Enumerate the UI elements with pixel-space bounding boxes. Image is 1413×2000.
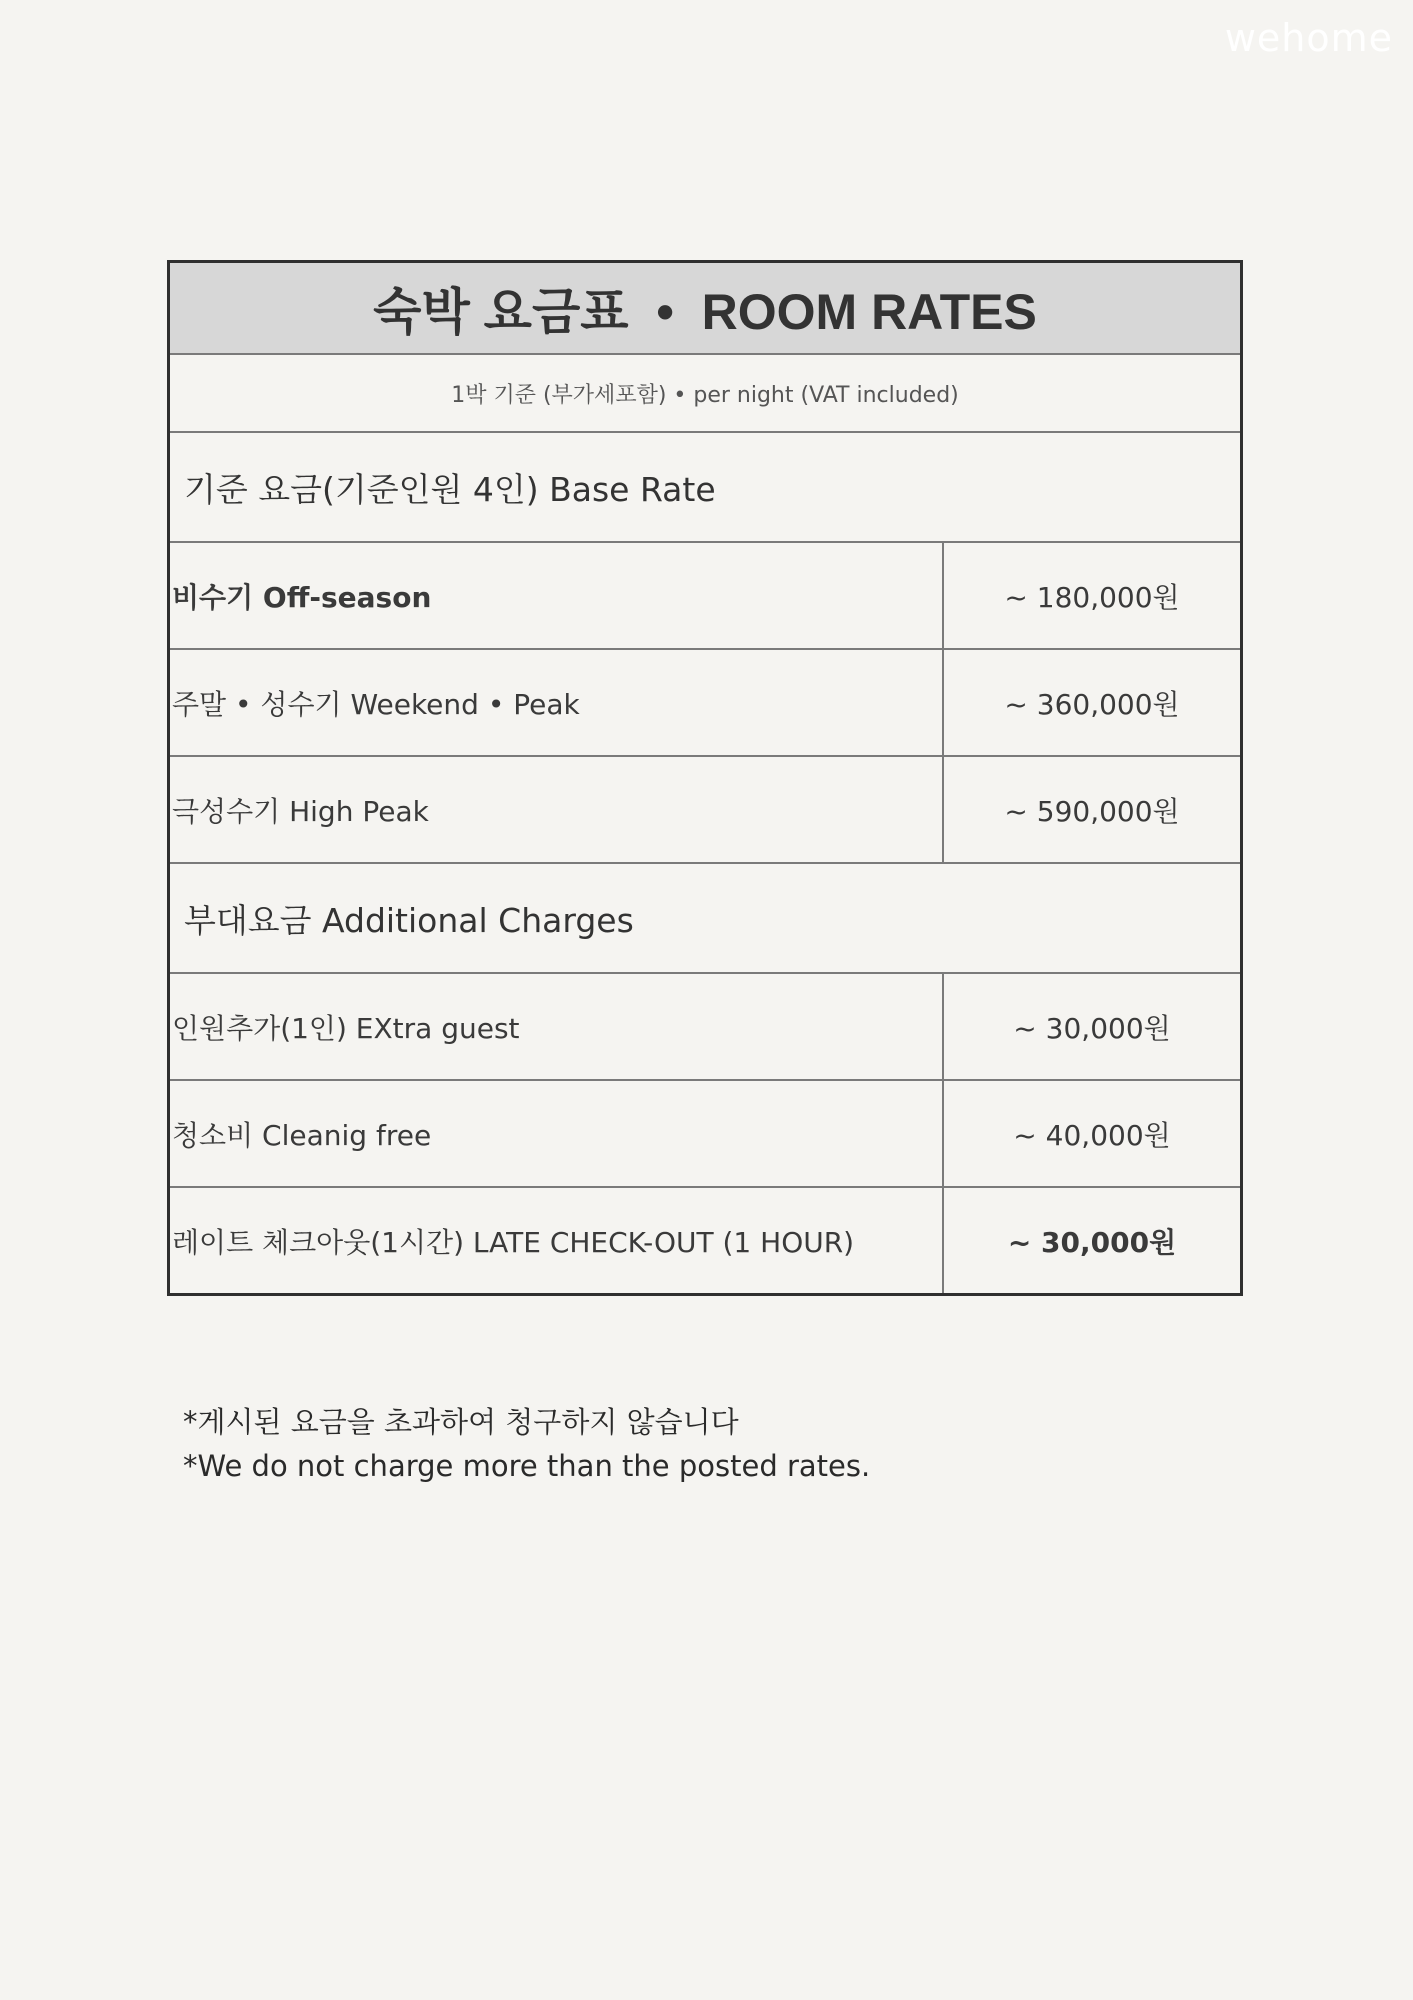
footnotes xyxy=(183,1400,870,1488)
table-row xyxy=(170,1188,1240,1293)
table-row xyxy=(170,974,1240,1081)
section-header-base-rate: 기준 요금(기준인원 4인) Base Rate xyxy=(170,433,1240,543)
rate-price: ~ 30,000원 xyxy=(1007,1225,1177,1259)
rate-price: ~ 30,000원 xyxy=(1013,1011,1171,1045)
footnote-english: *We do not charge more than the posted rates. xyxy=(183,1449,871,1483)
rate-price: ~ 360,000원 xyxy=(1004,687,1180,721)
rate-label: 인원추가(1인) EXtra guest xyxy=(170,974,944,1079)
watermark-logo: wehome xyxy=(1224,16,1393,60)
footnote-korean: *게시된 요금을 초과하여 청구하지 않습니다 xyxy=(183,1405,739,1439)
rate-label: 비수기 Off-season xyxy=(170,543,944,648)
table-title: 숙박 요금표 • ROOM RATES xyxy=(170,263,1240,355)
table-subtitle: 1박 기준 (부가세포함) • per night (VAT included) xyxy=(170,355,1240,433)
table-row xyxy=(170,757,1240,864)
rate-label: 청소비 Cleanig free xyxy=(170,1081,944,1186)
rate-price: ~ 40,000원 xyxy=(1013,1118,1171,1152)
rate-label: 주말 • 성수기 Weekend • Peak xyxy=(170,650,944,755)
rate-label: 극성수기 High Peak xyxy=(170,757,944,862)
section-header-additional-charges: 부대요금 Additional Charges xyxy=(170,864,1240,974)
room-rates-table xyxy=(167,260,1243,1296)
rate-price: ~ 180,000원 xyxy=(1004,580,1180,614)
table-row xyxy=(170,543,1240,650)
table-row xyxy=(170,1081,1240,1188)
table-row xyxy=(170,650,1240,757)
rate-label: 레이트 체크아웃(1시간) LATE CHECK-OUT (1 HOUR) xyxy=(170,1188,944,1293)
rate-price: ~ 590,000원 xyxy=(1004,794,1180,828)
